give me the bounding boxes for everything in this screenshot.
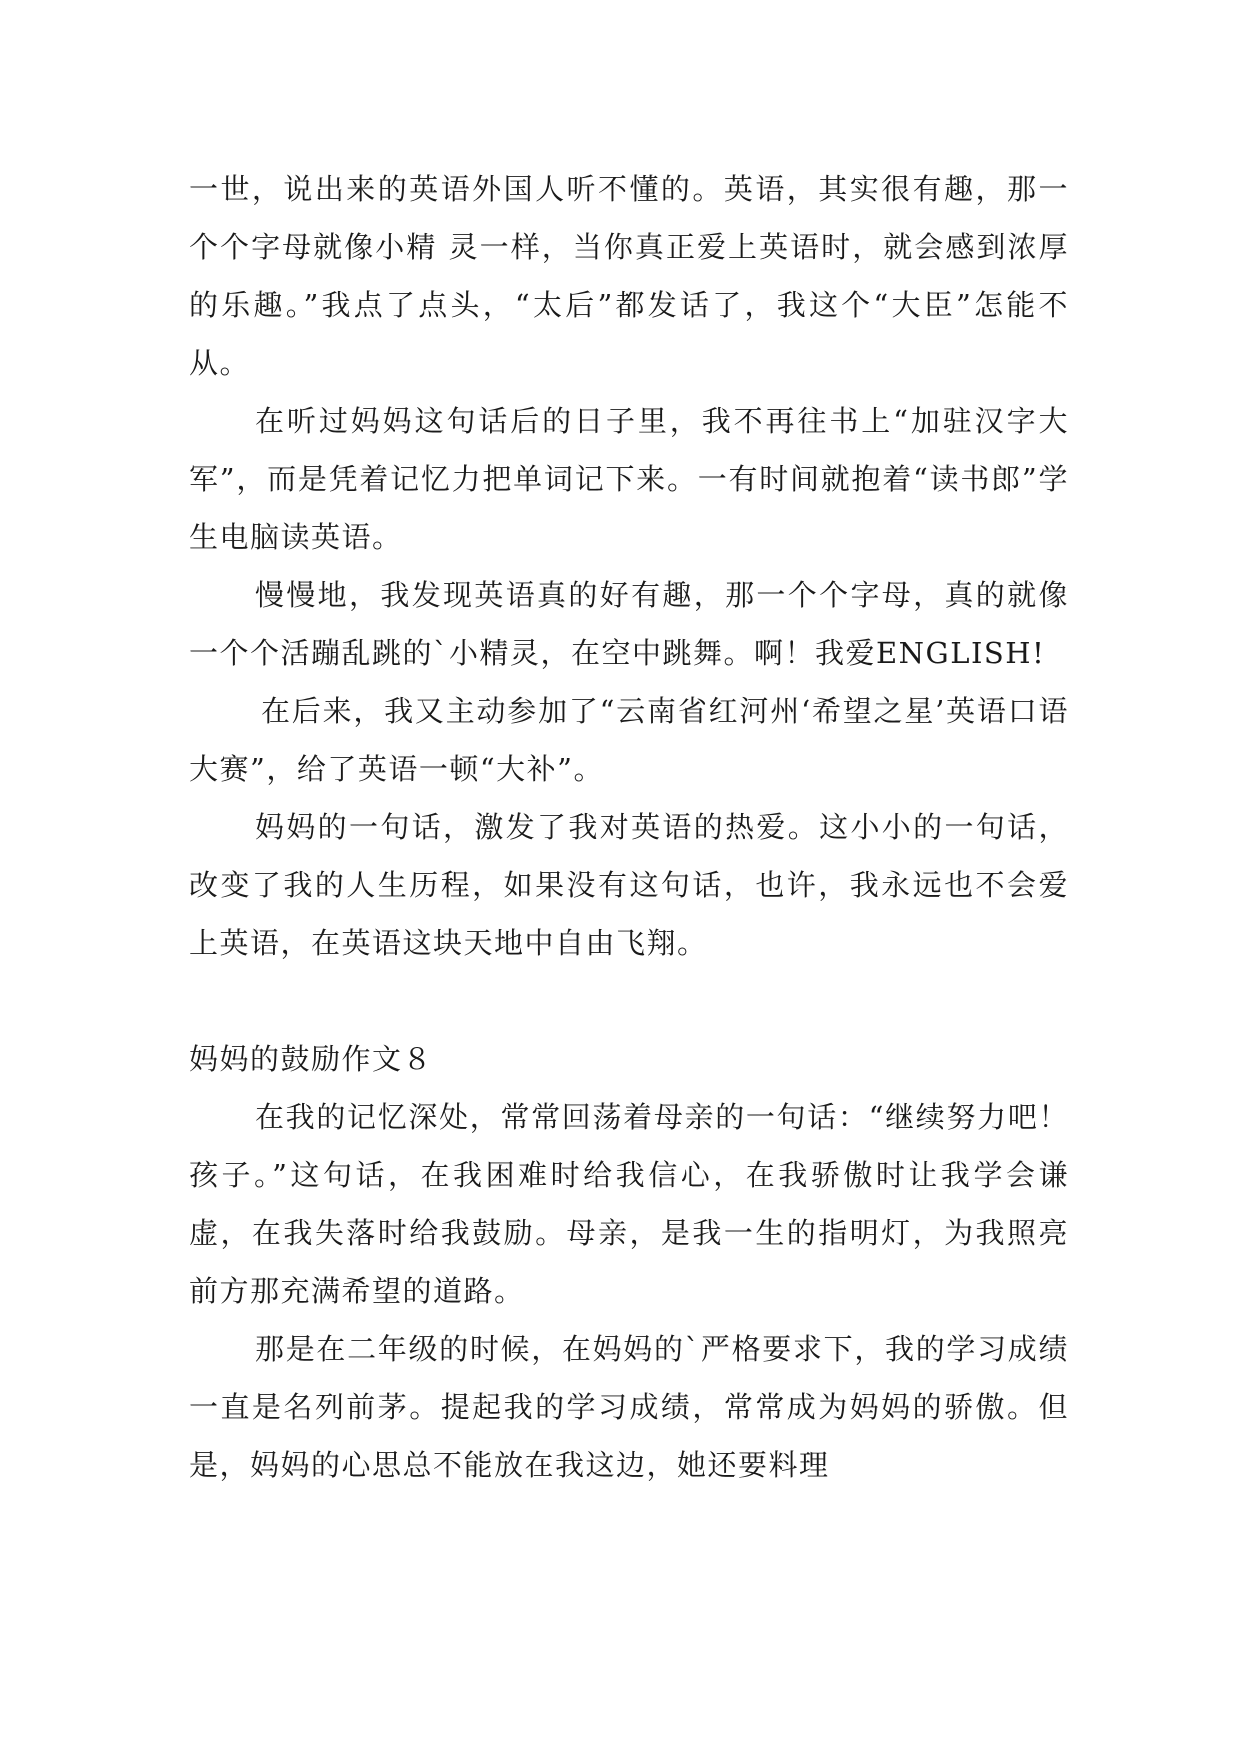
section-gap [189, 972, 1069, 1030]
document-body [189, 160, 1069, 1494]
paragraph: 在我的记忆深处，常常回荡着母亲的一句话：“继续努力吧！孩子。”这句话，在我困难时给我信心，在我骄傲时让我学会谦虚，在我失落时给我鼓励。母亲，是我一生的指明灯，为我照亮前方那充满希望的道路。 [189, 1100, 1069, 1308]
paragraph: 在听过妈妈这句话后的日子里，我不再往书上“加驻汉字大军”，而是凭着记忆力把单词记下来。一有时间就抱着“读书郎”学生电脑读英语。 [189, 404, 1069, 554]
paragraph-continuation: 一世，说出来的英语外国人听不懂的。英语，其实很有趣，那一个个字母就像小精 灵一样，当你真正爱上英语时，就会感到浓厚的乐趣。”我点了点头，“太后”都发话了，我这个“大臣”怎能不从。 [189, 172, 1069, 380]
paragraph: 妈妈的一句话，激发了我对英语的热爱。这小小的一句话，改变了我的人生历程，如果没有这句话，也许，我永远也不会爱上英语，在英语这块天地中自由飞翔。 [189, 810, 1069, 960]
paragraph: 慢慢地，我发现英语真的好有趣，那一个个字母，真的就像一个个活蹦乱跳的`小精灵，在空中跳舞。啊！我爱ENGLISH! [189, 578, 1069, 670]
paragraph: 那是在二年级的时候，在妈妈的`严格要求下，我的学习成绩一直是名列前茅。提起我的学习成绩，常常成为妈妈的骄傲。但是，妈妈的心思总不能放在我这边，她还要料理 [189, 1332, 1069, 1482]
section-heading: 妈妈的鼓励作文８ [189, 1042, 434, 1076]
paragraph: 在后来，我又主动参加了“云南省红河州‘希望之星’英语口语大赛”，给了英语一顿“大补”。 [189, 694, 1069, 786]
